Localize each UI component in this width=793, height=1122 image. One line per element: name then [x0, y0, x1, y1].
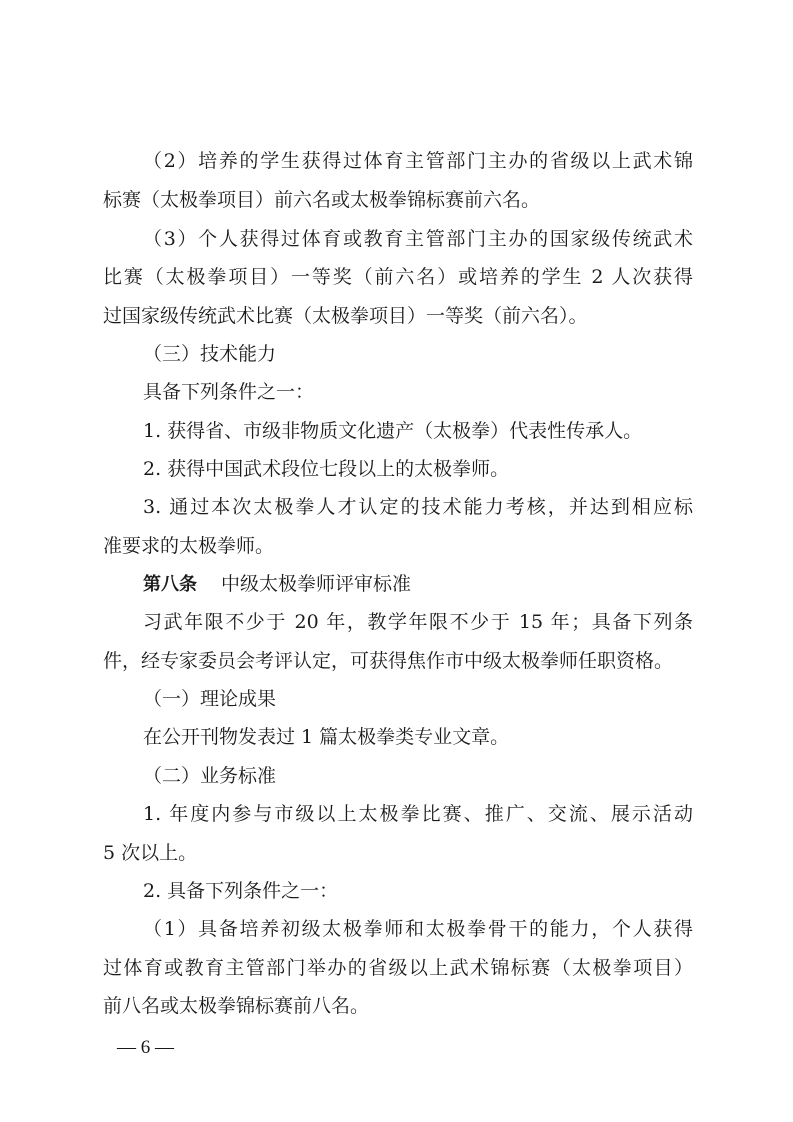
section-heading-theory: （一）理论成果 [143, 688, 277, 710]
list-item: 3. 通过本次太极拳人才认定的技术能力考核，并达到相应标 [143, 496, 693, 518]
article-heading [143, 573, 693, 596]
paragraph-line: 标赛（太极拳项目）前六名或太极拳锦标赛前六名。 [103, 189, 541, 211]
paragraph-line: 5 次以上。 [103, 842, 198, 864]
paragraph-line: 准要求的太极拳师。 [103, 535, 275, 557]
paragraph-line: 习武年限不少于 20 年，教学年限不少于 15 年；具备下列条 [143, 611, 693, 633]
paragraph-line: 比赛（太极拳项目）一等奖（前六名）或培养的学生 2 人次获得 [103, 266, 693, 288]
paragraph-line: 前八名或太极拳锦标赛前八名。 [103, 995, 370, 1017]
list-item: 1. 年度内参与市级以上太极拳比赛、推广、交流、展示活动 [143, 803, 693, 825]
article-number: 第八条 [143, 574, 197, 595]
list-item: 1. 获得省、市级非物质文化遗产（太极拳）代表性传承人。 [143, 420, 643, 442]
page-number: — 6 — [117, 1037, 174, 1058]
list-item: 2. 具备下列条件之一： [143, 880, 339, 902]
section-heading-technical-ability: （三）技术能力 [143, 343, 277, 365]
paragraph-line: （3）个人获得过体育或教育主管部门主办的国家级传统武术 [143, 228, 693, 250]
paragraph-line: 具备下列条件之一： [143, 381, 315, 403]
list-item: 2. 获得中国武术段位七段以上的太极拳师。 [143, 458, 510, 480]
paragraph-line: 件，经专家委员会考评认定，可获得焦作市中级太极拳师任职资格。 [103, 650, 674, 672]
paragraph-line: 过国家级传统武术比赛（太极拳项目）一等奖（前六名）。 [103, 305, 588, 327]
paragraph-line: （1）具备培养初级太极拳师和太极拳骨干的能力，个人获得 [143, 918, 693, 940]
paragraph-line: （2）培养的学生获得过体育主管部门主办的省级以上武术锦 [143, 150, 693, 172]
paragraph-line: 过体育或教育主管部门举办的省级以上武术锦标赛（太极拳项目） [103, 957, 693, 979]
section-heading-business: （二）业务标准 [143, 765, 277, 787]
paragraph-line: 在公开刊物发表过 1 篇太极拳类专业文章。 [143, 726, 510, 748]
article-title: 中级太极拳师评审标准 [221, 573, 412, 595]
